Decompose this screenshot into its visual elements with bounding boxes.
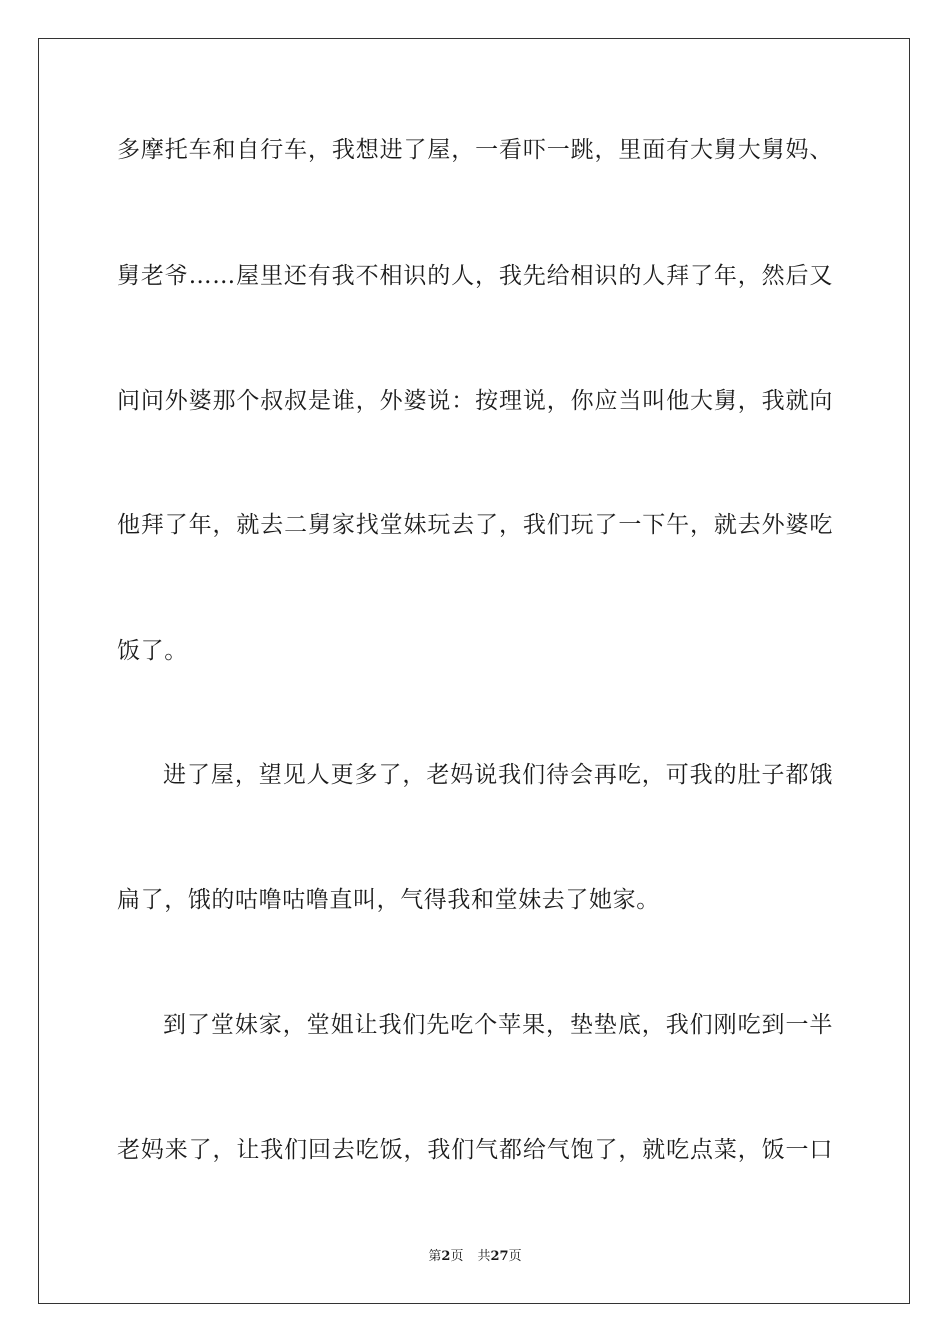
text-line-5: 饭了。 [117,638,188,664]
text-line-3: 问问外婆那个叔叔是谁，外婆说：按理说，你应当叫他大舅，我就向 [117,388,833,414]
paragraph-3-line-1: 到了堂妹家，堂姐让我们先吃个苹果，垫垫底，我们刚吃到一半 [163,1012,833,1038]
page-footer [0,1248,950,1266]
footer-page-total: 27 [490,1249,509,1264]
text-line-2: 舅老爷……屋里还有我不相识的人，我先给相识的人拜了年，然后又 [117,263,833,289]
footer-total-suffix: 页 [508,1249,522,1264]
paragraph-3-line-2: 老妈来了，让我们回去吃饭，我们气都给气饱了，就吃点菜，饭一口 [117,1137,833,1163]
footer-page-current: 2 [441,1249,451,1264]
footer-page-suffix: 页 [450,1249,464,1264]
text-line-1: 多摩托车和自行车，我想进了屋，一看吓一跳，里面有大舅大舅妈、 [117,137,833,163]
page-border [38,38,910,1304]
paragraph-2-line-1: 进了屋，望见人更多了，老妈说我们待会再吃，可我的肚子都饿 [163,762,833,788]
text-line-4: 他拜了年，就去二舅家找堂妹玩去了，我们玩了一下午，就去外婆吃 [117,512,833,538]
footer-total-prefix: 共 [477,1249,491,1264]
paragraph-2-line-2: 扁了，饿的咕噜咕噜直叫，气得我和堂妹去了她家。 [117,887,660,913]
footer-page-prefix: 第 [428,1249,442,1264]
